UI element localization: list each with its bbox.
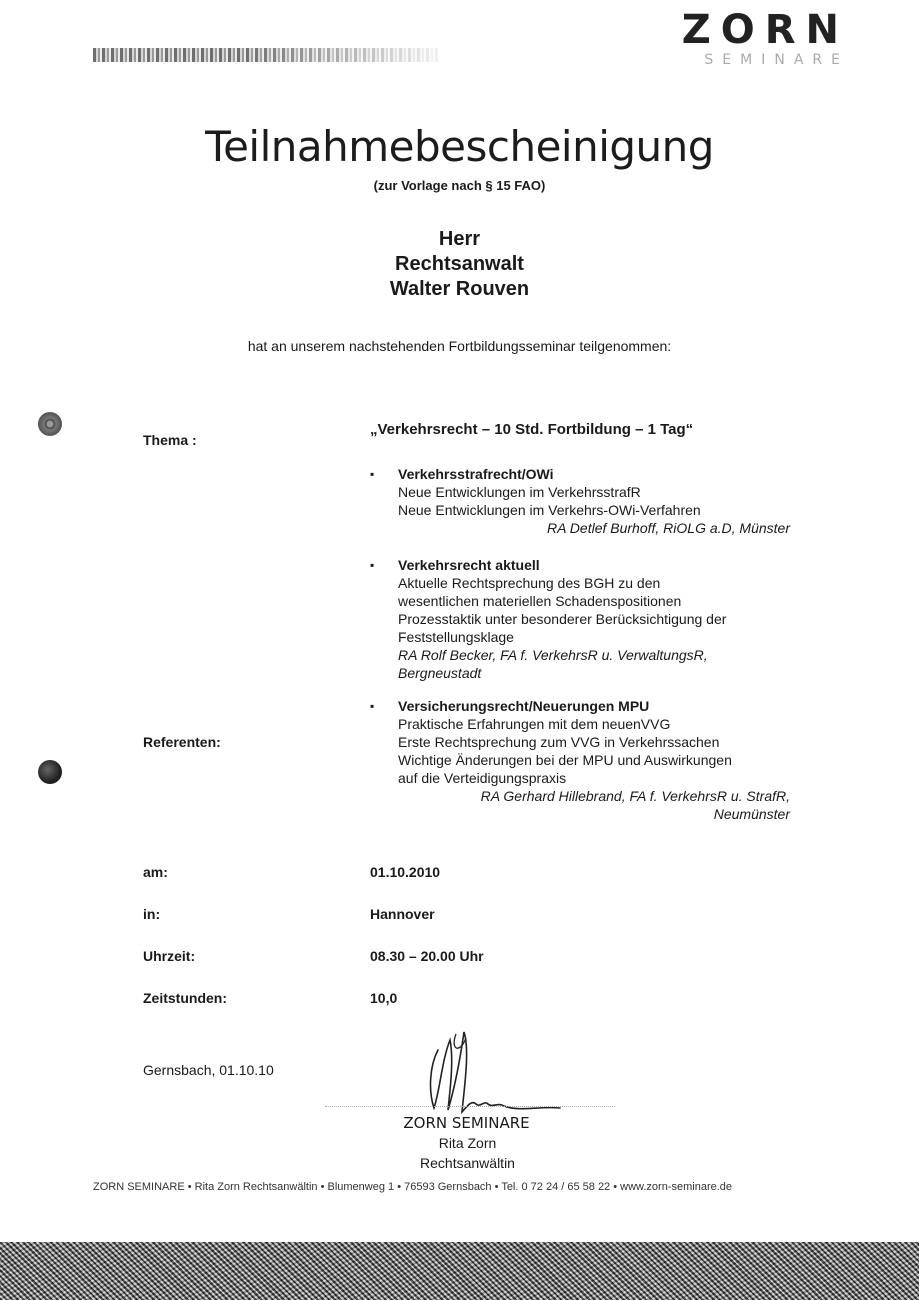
label-speakers: Referenten: <box>143 734 221 750</box>
bullet-icon: ▪ <box>370 558 375 572</box>
session-line: Aktuelle Rechtsprechung des BGH zu den <box>398 575 661 591</box>
session-speaker: RA Gerhard Hillebrand, FA f. VerkehrsR u. StrafR, <box>480 788 790 804</box>
session-block <box>370 697 810 823</box>
bullet-icon: ▪ <box>370 699 375 713</box>
session-title: Versicherungsrecht/Neuerungen MPU <box>398 698 650 714</box>
intro-text: hat an unserem nachstehenden Fortbildungsseminar teilgenommen: <box>247 338 672 354</box>
punch-hole-mark <box>38 412 62 436</box>
document-subtitle: (zur Vorlage nach § 15 FAO) <box>373 178 546 193</box>
label-date: am: <box>143 864 168 880</box>
value-date: 01.10.2010 <box>370 864 441 880</box>
session-speaker: RA Rolf Becker, FA f. VerkehrsR u. VerwaltungsR, <box>398 647 708 663</box>
session-line: Neue Entwicklungen im Verkehrs-OWi-Verfahren <box>398 502 701 518</box>
session-speaker: RA Detlef Burhoff, RiOLG a.D, Münster <box>546 520 790 536</box>
session-title: Verkehrsrecht aktuell <box>398 557 540 573</box>
session-line: Prozesstaktik unter besonderer Berücksichtigung der <box>398 611 727 627</box>
value-time: 08.30 – 20.00 Uhr <box>370 948 484 964</box>
session-line: Wichtige Änderungen bei der MPU und Auswirkungen <box>398 752 732 768</box>
signature-line <box>325 1106 615 1107</box>
session-line: Feststellungsklage <box>398 629 514 645</box>
label-place: in: <box>143 906 161 922</box>
signature-company: ZORN SEMINARE <box>403 1114 530 1132</box>
company-logo <box>669 8 849 68</box>
label-hours: Zeitstunden: <box>143 990 227 1006</box>
bullet-icon: ▪ <box>370 467 375 481</box>
label-topic: Thema : <box>143 432 197 448</box>
recipient-name: Walter Rouven <box>389 278 530 300</box>
session-line: auf die Verteidigungspraxis <box>398 770 567 786</box>
page-footer: ZORN SEMINARE • Rita Zorn Rechtsanwältin • Blumenweg 1 • 76593 Gernsbach • Tel. 0 72 24 / 65 58 22 • www.zorn-seminare.de <box>93 1181 733 1193</box>
session-block <box>370 465 810 537</box>
handwritten-signature <box>420 1020 570 1120</box>
session-line: Praktische Erfahrungen mit dem neuenVVG <box>398 716 671 732</box>
session-line: wesentlichen materiellen Schadenspositionen <box>398 593 682 609</box>
session-line: Neue Entwicklungen im VerkehrsstrafR <box>398 484 641 500</box>
fax-scan-noise <box>0 1242 919 1300</box>
fax-header-strip <box>93 48 438 62</box>
session-speaker-city: Bergneustadt <box>398 665 482 681</box>
place-date: Gernsbach, 01.10.10 <box>143 1062 274 1078</box>
session-line: Erste Rechtsprechung zum VVG in Verkehrssachen <box>398 734 720 750</box>
label-time: Uhrzeit: <box>143 948 196 964</box>
recipient-salutation: Herr <box>438 228 481 250</box>
session-speaker-city: Neumünster <box>713 806 790 822</box>
punch-hole-mark <box>38 760 62 784</box>
value-place: Hannover <box>370 906 435 922</box>
recipient-profession: Rechtsanwalt <box>395 253 524 275</box>
value-hours: 10,0 <box>370 990 398 1006</box>
session-title: Verkehrsstrafrecht/OWi <box>398 466 554 482</box>
session-block <box>370 556 810 682</box>
logo-word: ZORN <box>681 7 849 53</box>
document-title: Teilnahmebescheinigung <box>205 122 714 171</box>
logo-subtitle: SEMINARE <box>704 52 849 68</box>
seminar-topic: „Verkehrsrecht – 10 Std. Fortbildung – 1 Tag“ <box>370 421 694 438</box>
signer-role: Rechtsanwältin <box>420 1155 515 1171</box>
signer-name: Rita Zorn <box>438 1135 497 1151</box>
